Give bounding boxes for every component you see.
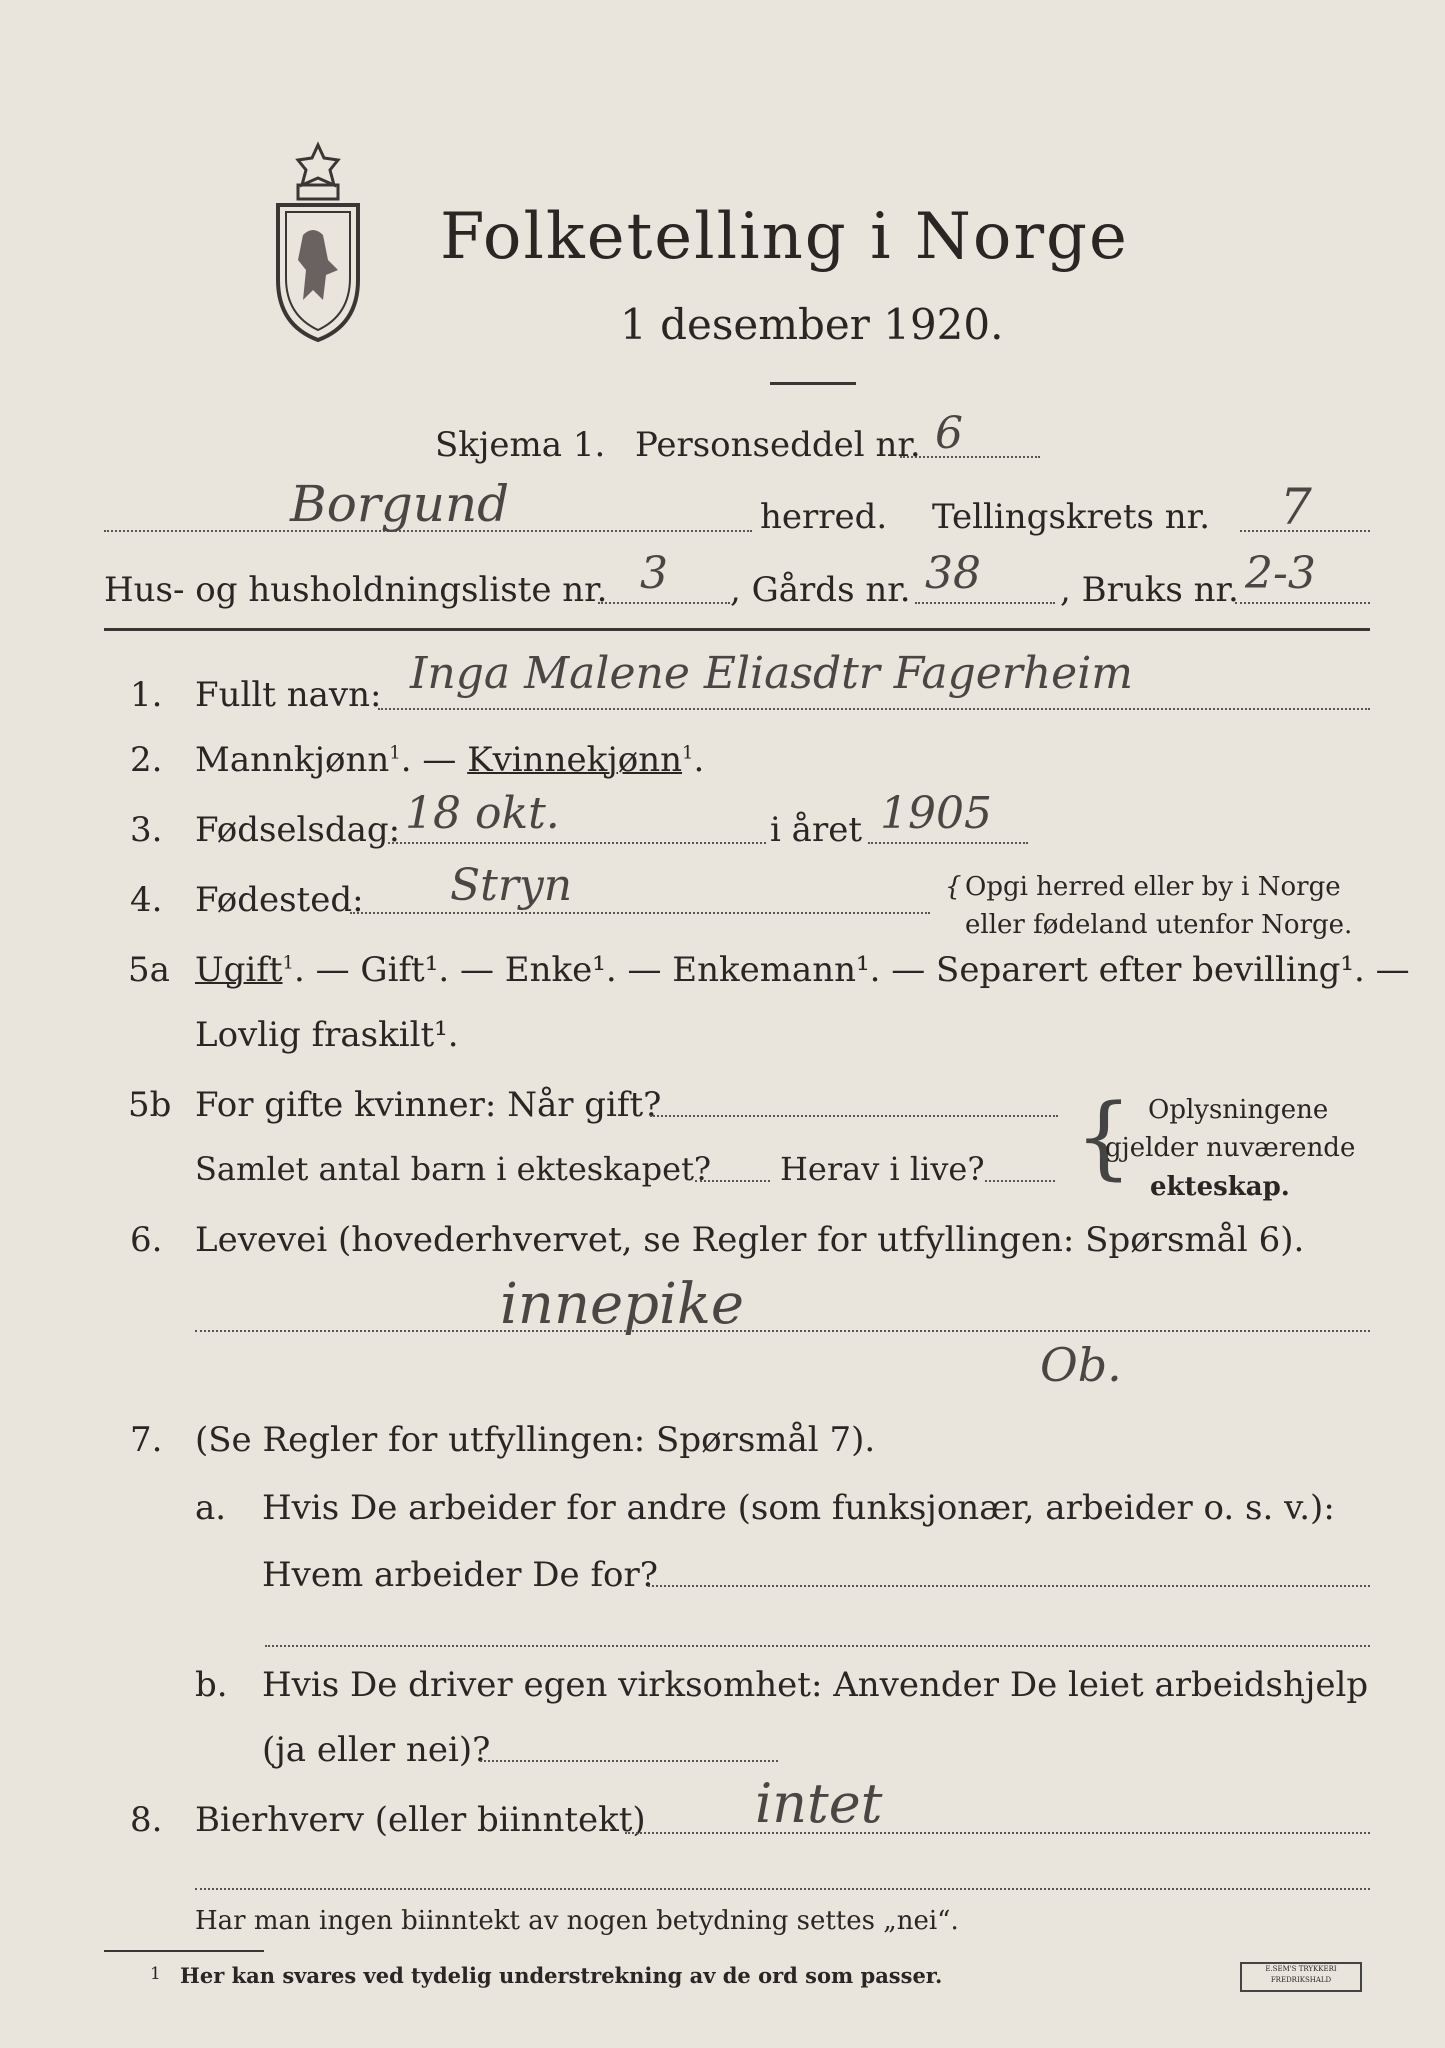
- q5b-married-line: [650, 1115, 1058, 1117]
- q1-line: [378, 708, 1370, 710]
- printer-stamp: E.SEM'S TRYKKERI FREDRIKSHALD: [1240, 1962, 1362, 1992]
- q6-occupation[interactable]: innepike: [500, 1272, 745, 1337]
- q8-number: 8.: [130, 1800, 163, 1840]
- q5b-alive-line: [985, 1180, 1055, 1182]
- personseddel-line: [900, 456, 1040, 458]
- q4-number: 4.: [130, 880, 163, 920]
- q4-label: Fødested:: [195, 880, 364, 920]
- q6-label: Levevei (hovederhvervet, se Regler for utfyllingen: Spørsmål 6).: [195, 1220, 1305, 1260]
- q2-separator: . —: [400, 740, 457, 780]
- hus-value[interactable]: 3: [640, 548, 668, 599]
- personseddel-label: Personseddel nr.: [635, 425, 921, 465]
- q3-birth-year[interactable]: 1905: [880, 788, 992, 839]
- skjema-label: Skjema 1.: [435, 425, 606, 465]
- personseddel-value[interactable]: 6: [935, 408, 963, 459]
- q7-label: (Se Regler for utfyllingen: Spørsmål 7).: [195, 1420, 876, 1460]
- hus-line: [598, 602, 730, 604]
- q4-note-line1: Opgi herred eller by i Norge: [965, 872, 1341, 902]
- footnote-number: 1: [150, 1964, 161, 1984]
- q5b-number: 5b: [128, 1085, 172, 1125]
- q1-full-name[interactable]: Inga Malene Eliasdtr Fagerheim: [410, 648, 1133, 699]
- q7b-label2: (ja eller nei)?: [262, 1730, 491, 1770]
- title-divider: [770, 382, 856, 385]
- q5b-alive-label: Herav i live?: [780, 1150, 985, 1188]
- gards-line: [915, 602, 1055, 604]
- bruks-label: , Bruks nr.: [1060, 570, 1239, 610]
- tellingskrets-value[interactable]: 7: [1280, 478, 1312, 536]
- gards-label: , Gårds nr.: [730, 570, 911, 610]
- q3-number: 3.: [130, 810, 163, 850]
- q6-number: 6.: [130, 1220, 163, 1260]
- q5b-note-line3: ekteskap.: [1150, 1172, 1290, 1202]
- q2-mann[interactable]: Mannkjønn: [195, 740, 390, 780]
- footnote-text: Her kan svares ved tydelig understrekning av de ord som passer.: [180, 1963, 943, 1988]
- q1-number: 1.: [130, 675, 163, 715]
- q3-label: Fødselsdag:: [195, 810, 401, 850]
- form-title: Folketelling i Norge: [440, 200, 1129, 274]
- q5b-note-line2: gjelder nuværende: [1105, 1133, 1356, 1163]
- q3-birth-date[interactable]: 18 okt.: [405, 788, 560, 839]
- q8-note: Har man ingen biinntekt av nogen betydning settes „nei“.: [195, 1906, 959, 1936]
- q7-number: 7.: [130, 1420, 163, 1460]
- q5a-other-options[interactable]: . — Gift¹. — Enke¹. — Enkemann¹. — Separert efter bevilling¹. —: [294, 950, 1410, 990]
- q1-label: Fullt navn:: [195, 675, 382, 715]
- q2-number: 2.: [130, 740, 163, 780]
- q5a-number: 5a: [128, 950, 170, 990]
- q8-side-income[interactable]: intet: [755, 1772, 883, 1835]
- q7a-letter: a.: [195, 1488, 227, 1528]
- q7b-line: [480, 1760, 778, 1762]
- q8-line: [625, 1832, 1370, 1834]
- hus-label: Hus- og husholdningsliste nr.: [104, 570, 608, 610]
- gards-value[interactable]: 38: [925, 548, 981, 599]
- census-form: Folketelling i Norge 1 desember 1920. Skjema 1. Personseddel nr. 6 Borgund herred. Tellingskrets nr. 7 Hus- og husholdningsliste nr. 3 , Gårds nr. 38 , Bruks nr. 2-3 1. Fullt navn: Inga Malene Eliasdtr Fagerheim 2. Mannkjønn$^1$. — Kvinnekjønn$^1$. 3. Fødselsdag: 18 okt. i året 1905 4. Fødested: Stryn { Opgi herred eller by i Norge eller fødeland utenfor Norge. 5a Ugift$^1$. — Gift¹. — Enke¹. — Enkemann¹. — Separert efter bevilling¹. — Lovlig fraskilt¹. 5b For gifte kvinner: Når gift? Samlet antal barn i ekteskapet? Herav i live? { Oplysningene gjelder nuværende ekteskap. 6. Levevei (hovederhvervet, se Regler for utfyllingen: Spørsmål 6). innepike Ob. 7. (Se Regler for utfyllingen: Spørsmål 7). a. Hvis De arbeider for andre (som funksjonær, arbeider o. s. v.): Hvem arbeider De for? b. Hvis De driver egen virksomhet: Anvender De leiet arbeidshjelp (ja eller nei)? 8. Bierhverv (eller biinntekt) intet Har man ingen biinntekt av nogen betydning settes „nei“. 1 Her kan svares ved tydelig understrekning av de ord som passer. E.SEM'S TRYKKERI FREDRIKSHALD: [0, 0, 1445, 2048]
- q5a-fraskilt[interactable]: Lovlig fraskilt¹.: [195, 1015, 459, 1055]
- q6-mark: Ob.: [1040, 1338, 1122, 1392]
- q7a-label: Hvis De arbeider for andre (som funksjonær, arbeider o. s. v.):: [262, 1488, 1335, 1528]
- q5a-ugift[interactable]: Ugift: [195, 950, 283, 990]
- tellingskrets-label: Tellingskrets nr.: [932, 497, 1211, 537]
- q4-note-line2: eller fødeland utenfor Norge.: [965, 910, 1353, 940]
- q8-line2: [195, 1888, 1370, 1890]
- footnote-rule: [104, 1950, 264, 1952]
- q7a-line2: [265, 1645, 1370, 1647]
- bruks-value[interactable]: 2-3: [1245, 548, 1316, 599]
- herred-value[interactable]: Borgund: [290, 475, 510, 533]
- q3-year-label: i året: [770, 810, 862, 850]
- q5b-note-line1: Oplysningene: [1148, 1095, 1329, 1125]
- census-date: 1 desember 1920.: [620, 300, 1004, 349]
- q7b-label: Hvis De driver egen virksomhet: Anvender De leiet arbeidshjelp: [262, 1665, 1369, 1705]
- bruks-line: [1235, 602, 1370, 604]
- q7a-line: [648, 1585, 1370, 1587]
- q5b-label: For gifte kvinner: Når gift?: [195, 1085, 662, 1125]
- q5b-children-label: Samlet antal barn i ekteskapet?: [195, 1150, 712, 1188]
- q4-birthplace[interactable]: Stryn: [450, 860, 573, 911]
- q7a-label2: Hvem arbeider De for?: [262, 1555, 658, 1595]
- q5a-options: Ugift$^1$. — Gift¹. — Enke¹. — Enkemann¹. — Separert efter bevilling¹. —: [195, 950, 1410, 990]
- coat-of-arms-icon: [268, 140, 368, 345]
- q2-gender: Mannkjønn$^1$. — Kvinnekjønn$^1$.: [195, 740, 705, 780]
- q3-date-line: [388, 842, 766, 844]
- q8-label: Bierhverv (eller biinntekt): [195, 1800, 646, 1840]
- q5b-children-line: [695, 1180, 770, 1182]
- herred-label: herred.: [760, 497, 888, 537]
- header-rule: [104, 628, 1370, 631]
- q3-year-line: [868, 842, 1028, 844]
- q6-line: [195, 1330, 1370, 1332]
- q2-kvinne[interactable]: Kvinnekjønn: [467, 740, 682, 780]
- q4-line: [350, 912, 930, 914]
- q7b-letter: b.: [195, 1665, 228, 1705]
